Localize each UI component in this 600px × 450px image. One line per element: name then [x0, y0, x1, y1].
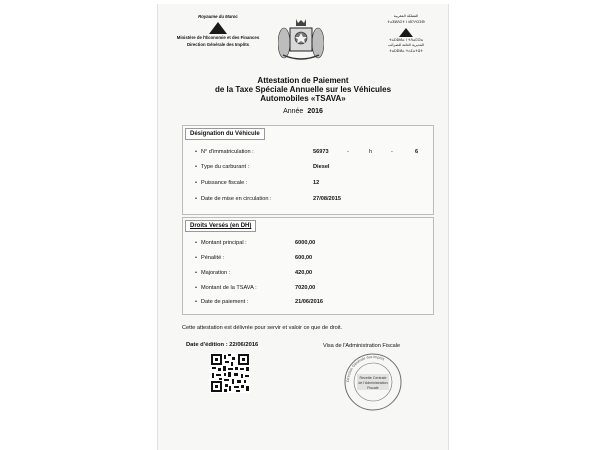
ministry-letterhead-arabic: [370, 14, 442, 55]
surcharge-value: 420,00: [295, 270, 313, 276]
direction-tifinagh-label: ⵜⴰⵎⵀⵍⴰ ⵜⴰⵎⴰⵜⵓⵜ: [388, 49, 424, 53]
kingdom-arabic-label: المملكة المغربية: [393, 14, 419, 18]
payment-section: [182, 217, 434, 315]
principal-amount-value: 6000,00: [295, 240, 316, 246]
edition-date-label: Date d'édition :: [186, 342, 228, 348]
payment-section-heading: Droits Versés (en DH): [185, 220, 256, 232]
title-line-3: Automobiles «TSAVA»: [260, 93, 346, 103]
ministry-logo-icon: [209, 22, 227, 34]
tsava-amount-value: 7020,00: [295, 285, 316, 291]
document-page: [157, 4, 449, 450]
tsava-amount-label: • Montant de la TSAVA :: [195, 285, 257, 291]
registration-date-value: 27/08/2015: [313, 196, 341, 202]
fuel-type-label: • Type du carburant :: [195, 164, 249, 170]
vehicle-section-heading: Désignation du Véhicule: [185, 128, 265, 140]
edition-date: [186, 342, 258, 348]
penalty-label: • Pénalité :: [195, 255, 224, 261]
payment-date-label: • Date de paiement :: [195, 299, 248, 305]
fiscal-power-value: 12: [313, 180, 320, 186]
immatriculation-separator: -: [391, 149, 393, 155]
immatriculation-letter: h: [369, 149, 373, 155]
edition-date-value: 22/06/2016: [229, 342, 259, 348]
year-label: Année: [283, 108, 304, 115]
ministry-label: Ministère de l'Économie et des Finances: [176, 35, 260, 41]
surcharge-label: • Majoration :: [195, 270, 230, 276]
immatriculation-separator: -: [347, 149, 349, 155]
royal-coat-of-arms-icon: [278, 16, 324, 62]
registration-date-label: • Date de mise en circulation :: [195, 196, 272, 202]
title-line-2: de la Taxe Spéciale Annuelle sur les Véhicules: [214, 84, 392, 94]
year-value: 2016: [307, 108, 323, 115]
immatriculation-label: • N° d'immatriculation :: [195, 149, 254, 155]
immatriculation-number: 56973: [313, 149, 329, 155]
qr-code-icon: [210, 353, 250, 393]
tax-year: [198, 108, 408, 115]
ministry-tifinagh-label: ⵜⴰⵎⵀⵍⴰ ⵏ ⵜⴷⴰⵎⵙⴰ: [388, 37, 424, 42]
immatriculation-region: 6: [415, 149, 419, 155]
stamp-outer-text: Direction Générale des Impôts: [345, 354, 386, 383]
stamp-line-2: de l'Administration: [358, 381, 388, 385]
stamp-line-3: Fiscale: [367, 386, 379, 390]
visa-label: Visa de l'Administration Fiscale: [323, 343, 401, 349]
title-line-1: Attestation de Paiement: [257, 76, 349, 85]
direction-arabic-label: المديرية العامة للضرائب: [388, 43, 424, 48]
fiscal-power-label: • Puissance fiscale :: [195, 180, 247, 186]
vehicle-section: [182, 125, 434, 215]
stamp-line-1: Recette Centrale: [359, 376, 387, 380]
document-title: [198, 77, 408, 104]
principal-amount-label: • Montant principal :: [195, 240, 247, 246]
kingdom-label: Royaume du Maroc: [198, 14, 238, 19]
official-stamp: [343, 352, 403, 412]
kingdom-tifinagh-label: ⵜⴰⴳⵍⴷⵉⵜ ⵏ ⵍⵎⵖⵔⵉⴱ: [387, 19, 425, 24]
direction-label: Direction Générale des Impôts: [186, 41, 250, 47]
penalty-value: 600,00: [295, 255, 313, 261]
ministry-logo-icon-right: [399, 28, 413, 37]
ministry-letterhead: [168, 14, 268, 48]
payment-date-value: 21/06/2016: [295, 299, 323, 305]
fuel-type-value: Diesel: [313, 164, 330, 170]
validity-statement: Cette attestation est délivrée pour servir et valoir ce que de droit.: [182, 325, 343, 331]
